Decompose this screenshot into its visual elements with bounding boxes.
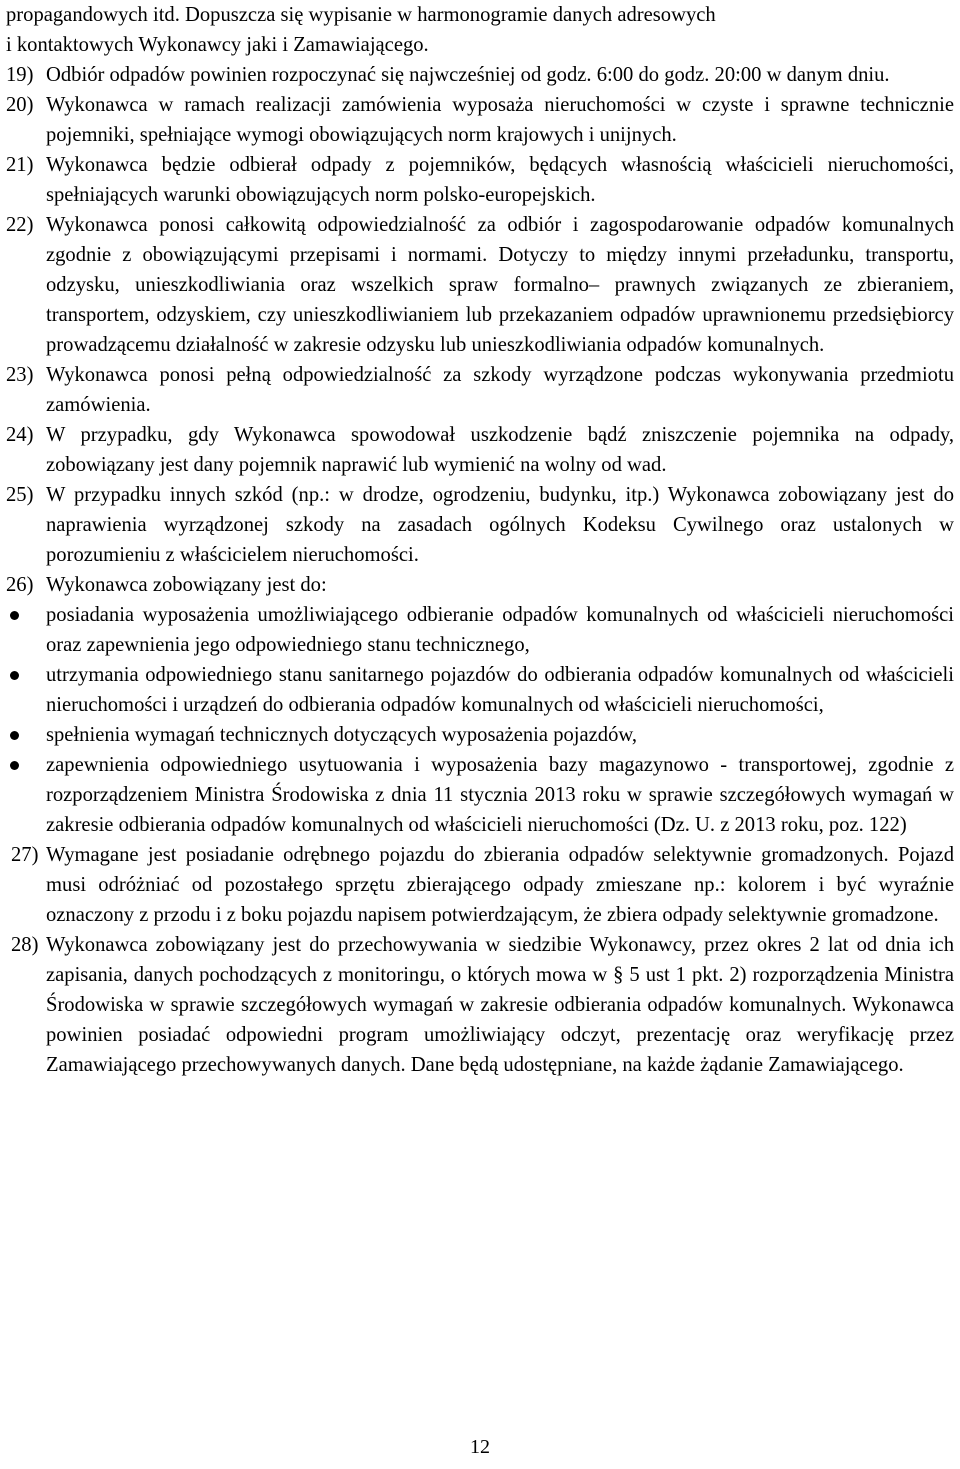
bullet-icon bbox=[10, 611, 19, 620]
item-number: 25) bbox=[6, 484, 34, 506]
item-number: 22) bbox=[6, 214, 34, 236]
list-item-27 bbox=[6, 840, 954, 930]
item-text: Wykonawca w ramach realizacji zamówienia wyposaża nieruchomości w czyste i sprawne technicznie pojemniki, spełniające wymogi obowiązujących norm krajowych i unijnych. bbox=[46, 94, 954, 146]
list-item-20 bbox=[6, 90, 954, 150]
item-text: W przypadku innych szkód (np.: w drodze, ogrodzeniu, budynku, itp.) Wykonawca zobowiązany jest do naprawienia wyrządzonej szkody na zasadach ogólnych Kodeksu Cywilnego oraz ustalonych w porozumieniu z właścicielem nieruchomości. bbox=[46, 484, 954, 566]
bullet-text: posiadania wyposażenia umożliwiającego odbieranie odpadów komunalnych od właścicieli nieruchomości oraz zapewnienia jego odpowiedniego stanu technicznego, bbox=[46, 604, 954, 656]
bullet-text: utrzymania odpowiedniego stanu sanitarnego pojazdów do odbierania odpadów komunalnych od właścicieli nieruchomości i urządzeń do odbierania odpadów komunalnych od właścicieli nieruchomości, bbox=[46, 664, 954, 716]
item-text: Wymagane jest posiadanie odrębnego pojazdu do zbierania odpadów selektywnie gromadzonych. Pojazd musi odróżniać od pozostałego sprzętu zbierającego odpady zmieszane np.: kolorem i być wyraźnie oznaczony z przodu i z boku pojazdu napisem potwierdzającym, że zbiera odpady selektywnie gromadzone. bbox=[46, 844, 954, 926]
item-number: 26) bbox=[6, 574, 34, 596]
item-text: Wykonawca będzie odbierał odpady z pojemników, będących własnością właścicieli nieruchomości, spełniających warunki obowiązujących norm polsko-europejskich. bbox=[46, 154, 954, 206]
item-number: 27) bbox=[11, 844, 39, 866]
item-text: Wykonawca ponosi całkowitą odpowiedzialność za odbiór i zagospodarowanie odpadów komunalnych zgodnie z obowiązującymi przepisami i normami. Dotyczy to między innymi przeładunku, transportu, odzysku, unieszkodliwiania oraz wszelkich spraw formalno– prawnych związanych ze zbieraniem, transportem, odzyskiem, czy unieszkodliwianiem lub przekazaniem odpadów uprawnionemu przedsiębiorcy prowadzącemu działalność w zakresie odzysku lub unieszkodliwiania odpadów komunalnych. bbox=[46, 214, 954, 356]
intro-line: i kontaktowych Wykonawcy jaki i Zamawiającego. bbox=[6, 34, 429, 56]
bullet-text: spełnienia wymagań technicznych dotyczących wyposażenia pojazdów, bbox=[46, 724, 638, 746]
item-text: Wykonawca ponosi pełną odpowiedzialność za szkody wyrządzone podczas wykonywania przedmiotu zamówienia. bbox=[46, 364, 954, 416]
list-item-21 bbox=[6, 150, 954, 210]
list-item-26 bbox=[6, 570, 954, 600]
bullet-text: zapewnienia odpowiedniego usytuowania i wyposażenia bazy magazynowo - transportowej, zgodnie z rozporządzeniem Ministra Środowiska z dnia 11 stycznia 2013 roku w sprawie szczegółowych wymagań w zakresie odbierania odpadów komunalnych od właścicieli nieruchomości (Dz. U. z 2013 roku, poz. 122) bbox=[46, 754, 954, 836]
list-item-25 bbox=[6, 480, 954, 570]
list-item-28 bbox=[6, 930, 954, 1080]
list-item-19 bbox=[6, 60, 954, 90]
page-number: 12 bbox=[470, 1436, 490, 1458]
item-text: Wykonawca zobowiązany jest do przechowywania w siedzibie Wykonawcy, przez okres 2 lat od dnia ich zapisania, danych pochodzących z monitoringu, o których mowa w § 5 ust 1 pkt. 2) rozporządzenia Ministra Środowiska w sprawie szczegółowych wymagań w zakresie odbierania odpadów komunalnych. Wykonawca powinien posiadać odpowiedni program umożliwiający odczyt, prezentację oraz weryfikację przez Zamawiającego przechowywanych danych. Dane będą udostępniane, na każde żądanie Zamawiającego. bbox=[46, 934, 954, 1076]
list-item-24 bbox=[6, 420, 954, 480]
bullet-item bbox=[6, 750, 954, 840]
item-number: 21) bbox=[6, 154, 34, 176]
item-number: 20) bbox=[6, 94, 34, 116]
document-body bbox=[6, 0, 954, 1080]
item-text: W przypadku, gdy Wykonawca spowodował uszkodzenie bądź zniszczenie pojemnika na odpady, zobowiązany jest dany pojemnik naprawić lub wymienić na wolny od wad. bbox=[46, 424, 954, 476]
item-text: Wykonawca zobowiązany jest do: bbox=[46, 574, 327, 596]
item-text: Odbiór odpadów powinien rozpoczynać się najwcześniej od godz. 6:00 do godz. 20:00 w danym dniu. bbox=[46, 64, 890, 86]
list-item-23 bbox=[6, 360, 954, 420]
intro-line: propagandowych itd. Dopuszcza się wypisanie w harmonogramie danych adresowych bbox=[6, 4, 716, 26]
bullet-item bbox=[6, 600, 954, 660]
bullet-item bbox=[6, 660, 954, 720]
bullet-icon bbox=[10, 671, 19, 680]
item-number: 23) bbox=[6, 364, 34, 386]
bullet-item bbox=[6, 720, 954, 750]
item-number: 19) bbox=[6, 64, 34, 86]
list-item-22 bbox=[6, 210, 954, 360]
bullet-icon bbox=[10, 761, 19, 770]
item-number: 24) bbox=[6, 424, 34, 446]
item-number: 28) bbox=[11, 934, 39, 956]
intro-paragraph bbox=[6, 0, 954, 60]
bullet-icon bbox=[10, 731, 19, 740]
